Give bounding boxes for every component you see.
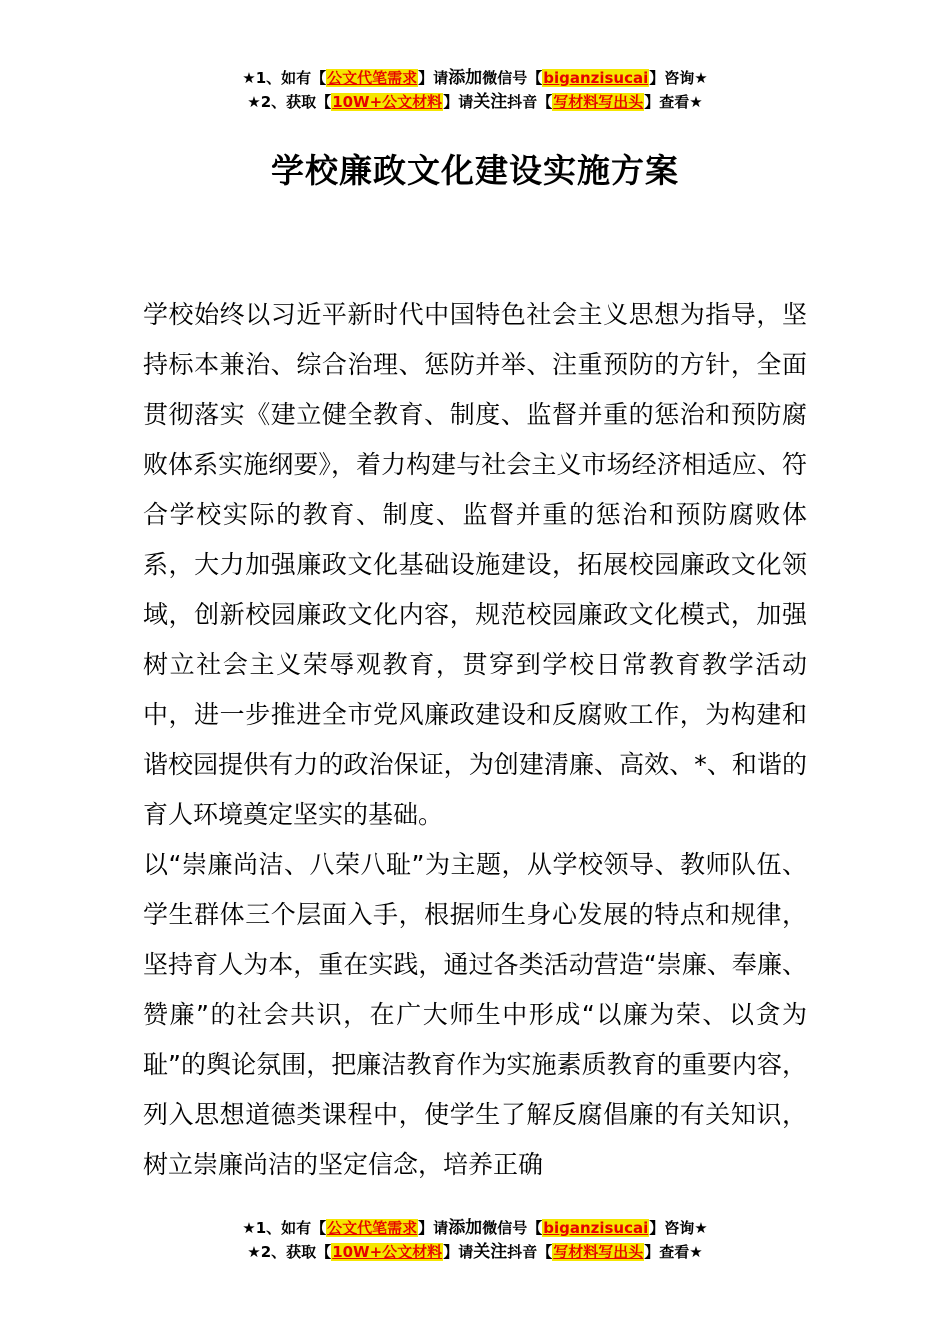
banner-text: 】请 <box>443 1243 474 1261</box>
banner-text: 】请 <box>418 1219 449 1237</box>
document-body <box>143 290 807 1190</box>
banner-line-1 <box>0 66 950 90</box>
paragraph: 以“崇廉尚洁、八荣八耻”为主题，从学校领导、教师队伍、学生群体三个层面入手，根据师生身心发展的特点和规律，坚持育人为本，重在实践，通过各类活动营造“崇廉、奉廉、赞廉”的社会共识，在广大师生中形成“以廉为荣、以贪为耻”的舆论氛围，把廉洁教育作为实施素质教育的重要内容，列入思想道德类课程中，使学生了解反腐倡廉的有关知识，树立崇廉尚洁的坚定信念，培养正确 <box>143 850 807 1179</box>
banner-text: 】请 <box>443 93 474 111</box>
banner-text: ★2、获取【 <box>247 93 332 111</box>
banner-text: 微信号【 <box>482 1219 543 1237</box>
highlight-service: 公文代笔需求 <box>327 1219 418 1237</box>
highlight-douyin-account: 写材料写出头 <box>553 93 644 111</box>
banner-text: 抖音【 <box>507 93 553 111</box>
highlight-materials: 10W+公文材料 <box>332 1243 443 1261</box>
banner-line-2 <box>0 1240 950 1264</box>
banner-text: ★1、如有【 <box>242 69 327 87</box>
banner-text: 添加 <box>448 1218 483 1238</box>
banner-text: ★1、如有【 <box>242 1219 327 1237</box>
banner-line-2 <box>0 90 950 114</box>
highlight-materials: 10W+公文材料 <box>332 93 443 111</box>
banner-text: 添加 <box>448 68 483 88</box>
document-title: 学校廉政文化建设实施方案 <box>271 151 679 190</box>
highlight-service: 公文代笔需求 <box>327 69 418 87</box>
banner-text: 】请 <box>418 69 449 87</box>
highlight-douyin-account: 写材料写出头 <box>553 1243 644 1261</box>
banner-text: 】咨询★ <box>649 1219 708 1237</box>
banner-text: 】咨询★ <box>649 69 708 87</box>
header-banner <box>0 66 950 114</box>
banner-text: 】查看★ <box>644 1243 703 1261</box>
paragraph: 学校始终以习近平新时代中国特色社会主义思想为指导，坚持标本兼治、综合治理、惩防并举、注重预防的方针，全面贯彻落实《建立健全教育、制度、监督并重的惩治和预防腐败体系实施纲要》，着力构建与社会主义市场经济相适应、符合学校实际的教育、制度、监督并重的惩治和预防腐败体系，大力加强廉政文化基础设施建设，拓展校园廉政文化领域，创新校园廉政文化内容，规范校园廉政文化模式，加强树立社会主义荣辱观教育，贯穿到学校日常教育教学活动中，进一步推进全市党风廉政建设和反腐败工作，为构建和谐校园提供有力的政治保证，为创建清廉、高效、*、和谐的育人环境奠定坚实的基础。 <box>143 300 807 829</box>
banner-text: 微信号【 <box>482 69 543 87</box>
footer-banner <box>0 1216 950 1264</box>
highlight-wechat-id: biganzisucai <box>543 1219 649 1237</box>
banner-line-1 <box>0 1216 950 1240</box>
banner-text: 】查看★ <box>644 93 703 111</box>
banner-text: 抖音【 <box>507 1243 553 1261</box>
banner-text: 关注 <box>473 1242 508 1262</box>
banner-text: ★2、获取【 <box>247 1243 332 1261</box>
banner-text: 关注 <box>473 92 508 112</box>
highlight-wechat-id: biganzisucai <box>543 69 649 87</box>
